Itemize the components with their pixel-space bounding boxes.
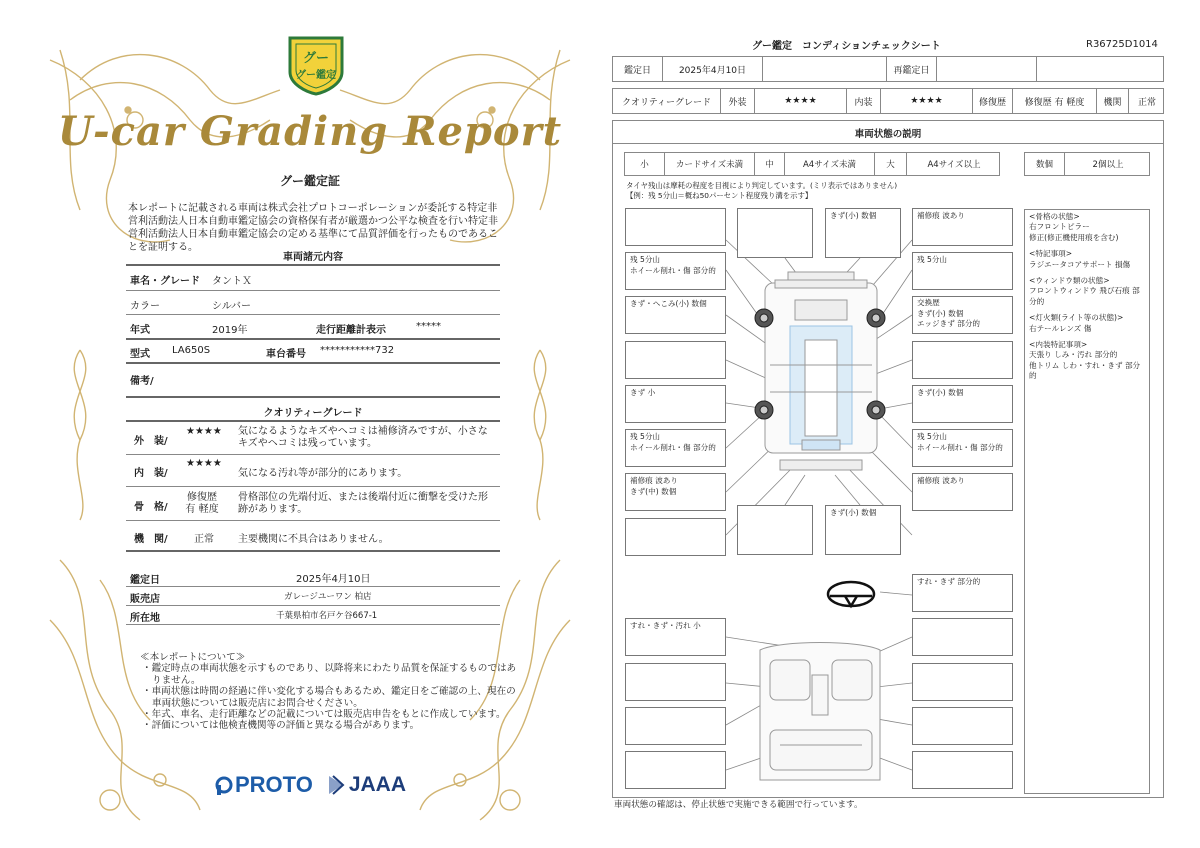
section-title: 車両状態の説明	[854, 129, 922, 140]
condition-label-bottom-1	[737, 505, 813, 555]
note-frame: <骨格の状態> 右フロントピラー 修正(修正機使用痕を含む)	[1029, 212, 1119, 242]
row-dealer: 販売店 ガレージユーワン 柏店	[126, 586, 500, 606]
certificate-title: U-car Grading Report	[57, 108, 563, 155]
proto-logo: PROTO	[215, 772, 313, 798]
spec-row-name: 車名・グレード タントＸ	[126, 264, 500, 291]
condition-label-right-3: 交換歴 きず(小) 数個 エッジきず 部分的	[912, 296, 1013, 334]
jaaa-logo: JAAA	[327, 773, 406, 797]
sheet-footer: 車両状態の確認は、停止状態で実施できる範囲で行っています。	[614, 800, 863, 810]
condition-label-right-2: 残 5分山	[912, 252, 1013, 290]
quality-row-engine: 機 関/ 正常 主要機関に不具合はありません。	[126, 520, 500, 552]
spec-row-model: 型式 LA650S 車台番号 ***********732	[126, 338, 500, 364]
sheet-title: グー鑑定 コンディションチェックシート	[752, 41, 941, 52]
condition-label-top-2: きず(小) 数個	[825, 208, 901, 258]
condition-label-left-3: きず・へこみ(小) 数個	[625, 296, 726, 334]
count-legend: 数個 2個以上	[1024, 152, 1150, 176]
condition-label-right-6: 残 5分山 ホイール削れ・傷 部分的	[912, 429, 1013, 467]
condition-label-left-8	[625, 518, 726, 556]
condition-label-interior-1: すれ・きず・汚れ 小	[625, 618, 726, 656]
specs-heading: 車両諸元内容	[283, 252, 343, 263]
quality-heading: クオリティーグレード	[263, 408, 363, 419]
condition-label-interior-2	[625, 663, 726, 701]
condition-label-steering: すれ・きず 部分的	[912, 574, 1013, 612]
condition-label-interior-8	[912, 751, 1013, 789]
report-id: R36725D1014	[1086, 39, 1158, 50]
special-notes	[1024, 209, 1150, 794]
tire-note-1: タイヤ残山は摩耗の程度を目視により判定しています。(ミリ表示ではありません)	[626, 181, 898, 190]
condition-label-interior-7	[912, 707, 1013, 745]
condition-label-left-4	[625, 341, 726, 379]
condition-label-left-7: 補修痕 波あり きず(中) 数個	[625, 473, 726, 511]
grade-row: クオリティーグレード 外装 ★★★★ 内装 ★★★★ 修復歴 修復歴 有 軽度 機関 正常	[612, 88, 1164, 114]
size-legend: 小 カードサイズ未満 中 A4サイズ未満 大 A4サイズ以上	[624, 152, 1000, 176]
condition-label-right-7: 補修痕 波あり	[912, 473, 1013, 511]
condition-label-interior-5	[912, 618, 1013, 656]
date-row: 鑑定日 2025年4月10日 再鑑定日	[612, 56, 1164, 82]
row-inspection-date: 鑑定日 2025年4月10日	[126, 566, 500, 587]
spec-row-remarks: 備考/	[126, 362, 500, 398]
certificate-subtitle: グー鑑定証	[279, 174, 340, 188]
condition-label-top-1	[737, 208, 813, 258]
row-location: 所在地 千葉県柏市名戸ケ谷667-1	[126, 605, 500, 625]
report-notes: ≪本レポートについて≫ ・鑑定時点の車両状態を示すものであり、以降将来にわたり品質を保証するものではありません。 ・車両状態は時間の経過に伴い変化する場合もあるため、鑑定日をご確認の上、現在の車両状態については販売店にお問合せください。 ・年式、車名、走行距離などの記載については販売店申告をもとに作成しています。 ・評価については他検査機関等の評価と異なる場合があります。	[140, 652, 517, 732]
condition-label-right-5: きず(小) 数個	[912, 385, 1013, 423]
quality-row-exterior: 外 装/ ★★★★ 気になるようなキズやヘコミは補修済みですが、小さなキズやヘコミは残っています。	[126, 420, 500, 455]
svg-text:グー鑑定: グー鑑定	[296, 70, 336, 81]
condition-label-interior-4	[625, 751, 726, 789]
svg-text:グー: グー	[302, 51, 330, 66]
car-exterior-icon	[765, 272, 877, 470]
quality-row-frame: 骨 格/ 修復歴 有 軽度 骨格部位の先端付近、または後端付近に衝撃を受けた形跡があります。	[126, 486, 500, 521]
condition-label-left-5: きず 小	[625, 385, 726, 423]
note-lights: <灯火類(ライト等の状態)> 右テールレンズ 傷	[1029, 313, 1124, 333]
condition-label-interior-6	[912, 663, 1013, 701]
condition-label-right-4	[912, 341, 1013, 379]
tire-note-2: 【例：残 5分山＝概ね50パーセント程度残り溝を示す】	[626, 191, 813, 200]
car-interior-icon	[760, 643, 880, 781]
condition-label-left-1	[625, 208, 726, 246]
condition-label-right-1: 補修痕 波あり	[912, 208, 1013, 246]
note-special: <特記事項> ラジエータコアサポート 損傷	[1029, 249, 1131, 269]
certificate-intro: 本レポートに記載される車両は株式会社プロトコーポレーションが委託する特定非営利活動法人日本自動車鑑定協会の資格保有者が厳選かつ公平な検査を行い特定非営利活動法人日本自動車鑑定協会の定める基準にて品質評価を行ったものであることを証明する。	[128, 203, 498, 253]
condition-label-left-2: 残 5分山 ホイール削れ・傷 部分的	[625, 252, 726, 290]
spec-row-color: カラー シルバー	[126, 290, 500, 315]
note-interior: <内装特記事項> 天張り しみ・汚れ 部分的 他トリム しわ・すれ・きず 部分的	[1029, 340, 1141, 381]
condition-label-left-6: 残 5分山 ホイール削れ・傷 部分的	[625, 429, 726, 467]
quality-row-interior: 内 装/ ★★★★ 気になる汚れ等が部分的にあります。	[126, 454, 500, 487]
steering-wheel-icon	[828, 582, 874, 606]
spec-row-year: 年式 2019年 走行距離計表示 *****	[126, 314, 500, 340]
condition-label-interior-3	[625, 707, 726, 745]
condition-label-bottom-2: きず(小) 数個	[825, 505, 901, 555]
note-windows: <ウィンドウ類の状態> フロントウィンドウ 飛び石痕 部分的	[1029, 276, 1140, 306]
